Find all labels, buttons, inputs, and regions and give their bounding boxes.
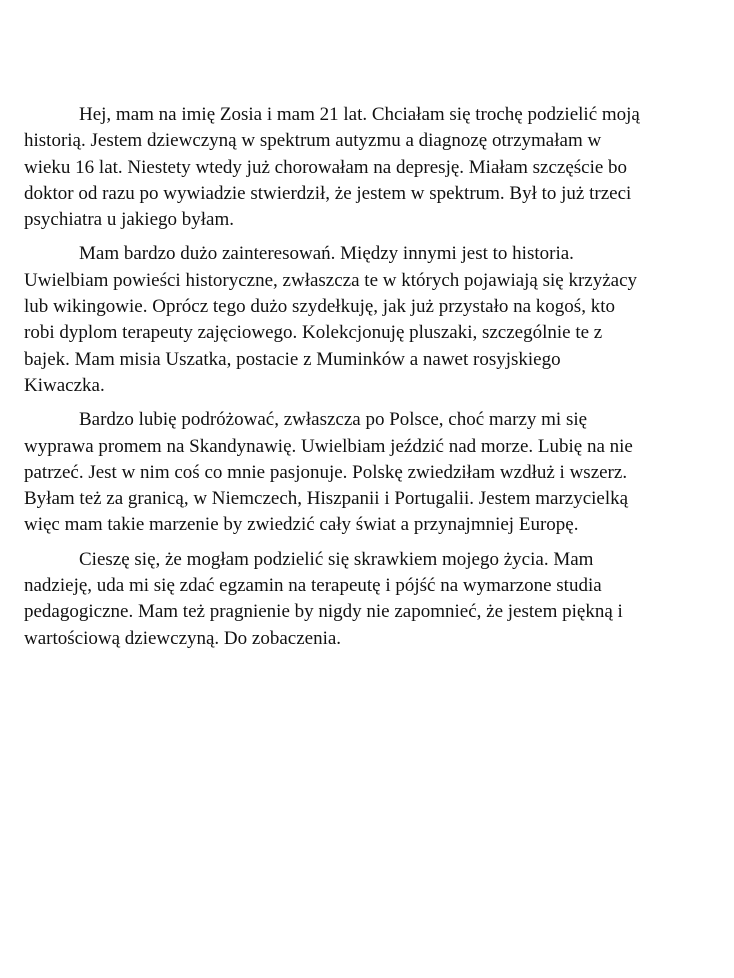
- text-line: lub wikingowie. Oprócz tego dużo szydełkuję, jak już przystało na kogoś, kto: [24, 296, 615, 318]
- paragraph-intro: [24, 102, 718, 233]
- text-line: wyprawa promem na Skandynawię. Uwielbiam jeździć nad morze. Lubię na nie: [24, 435, 633, 457]
- text-line: doktor od razu po wywiadzie stwierdził, że jestem w spektrum. Był to już trzeci: [24, 182, 632, 204]
- text-line: pedagogiczne. Mam też pragnienie by nigdy nie zapomnieć, że jestem piękną i: [24, 601, 623, 623]
- text-line: wieku 16 lat. Niestety wtedy już chorowałam na depresję. Miałam szczęście bo: [24, 156, 628, 178]
- text-line: Kiwaczka.: [24, 374, 105, 396]
- paragraph-interests: [24, 241, 718, 399]
- text-line: więc mam takie marzenie by zwiedzić cały świat a przynajmniej Europę.: [24, 514, 579, 536]
- text-line: Uwielbiam powieści historyczne, zwłaszcza te w których pojawiają się krzyżacy: [24, 269, 638, 291]
- text-line: nadzieję, uda mi się zdać egzamin na terapeutę i pójść na wymarzone studia: [24, 575, 602, 597]
- text-line: Bardzo lubię podróżować, zwłaszcza po Polsce, choć marzy mi się: [79, 409, 588, 431]
- text-line: Byłam też za granicą, w Niemczech, Hiszpanii i Portugalii. Jestem marzycielką: [24, 488, 629, 510]
- text-line: historią. Jestem dziewczyną w spektrum autyzmu a diagnozę otrzymałam w: [24, 130, 602, 152]
- text-line: bajek. Mam misia Uszatka, postacie z Muminków a nawet rosyjskiego: [24, 348, 561, 370]
- text-line: Hej, mam na imię Zosia i mam 21 lat. Chciałam się trochę podzielić moją: [79, 104, 640, 125]
- text-line: Mam bardzo dużo zainteresowań. Między innymi jest to historia.: [79, 243, 574, 265]
- text-line: robi dyplom terapeuty zajęciowego. Kolekcjonuję pluszaki, szczególnie te z: [24, 322, 603, 344]
- text-line: psychiatra u jakiego byłam.: [24, 209, 234, 231]
- text-line: patrzeć. Jest w nim coś co mnie pasjonuje. Polskę zwiedziłam wzdłuż i wszerz.: [24, 461, 628, 483]
- paragraph-travel: [24, 407, 718, 538]
- text-line: wartościową dziewczyną. Do zobaczenia.: [24, 627, 342, 649]
- paragraph-closing: [24, 547, 718, 652]
- document-body: [24, 102, 718, 660]
- text-line: Cieszę się, że mogłam podzielić się skrawkiem mojego życia. Mam: [79, 548, 594, 570]
